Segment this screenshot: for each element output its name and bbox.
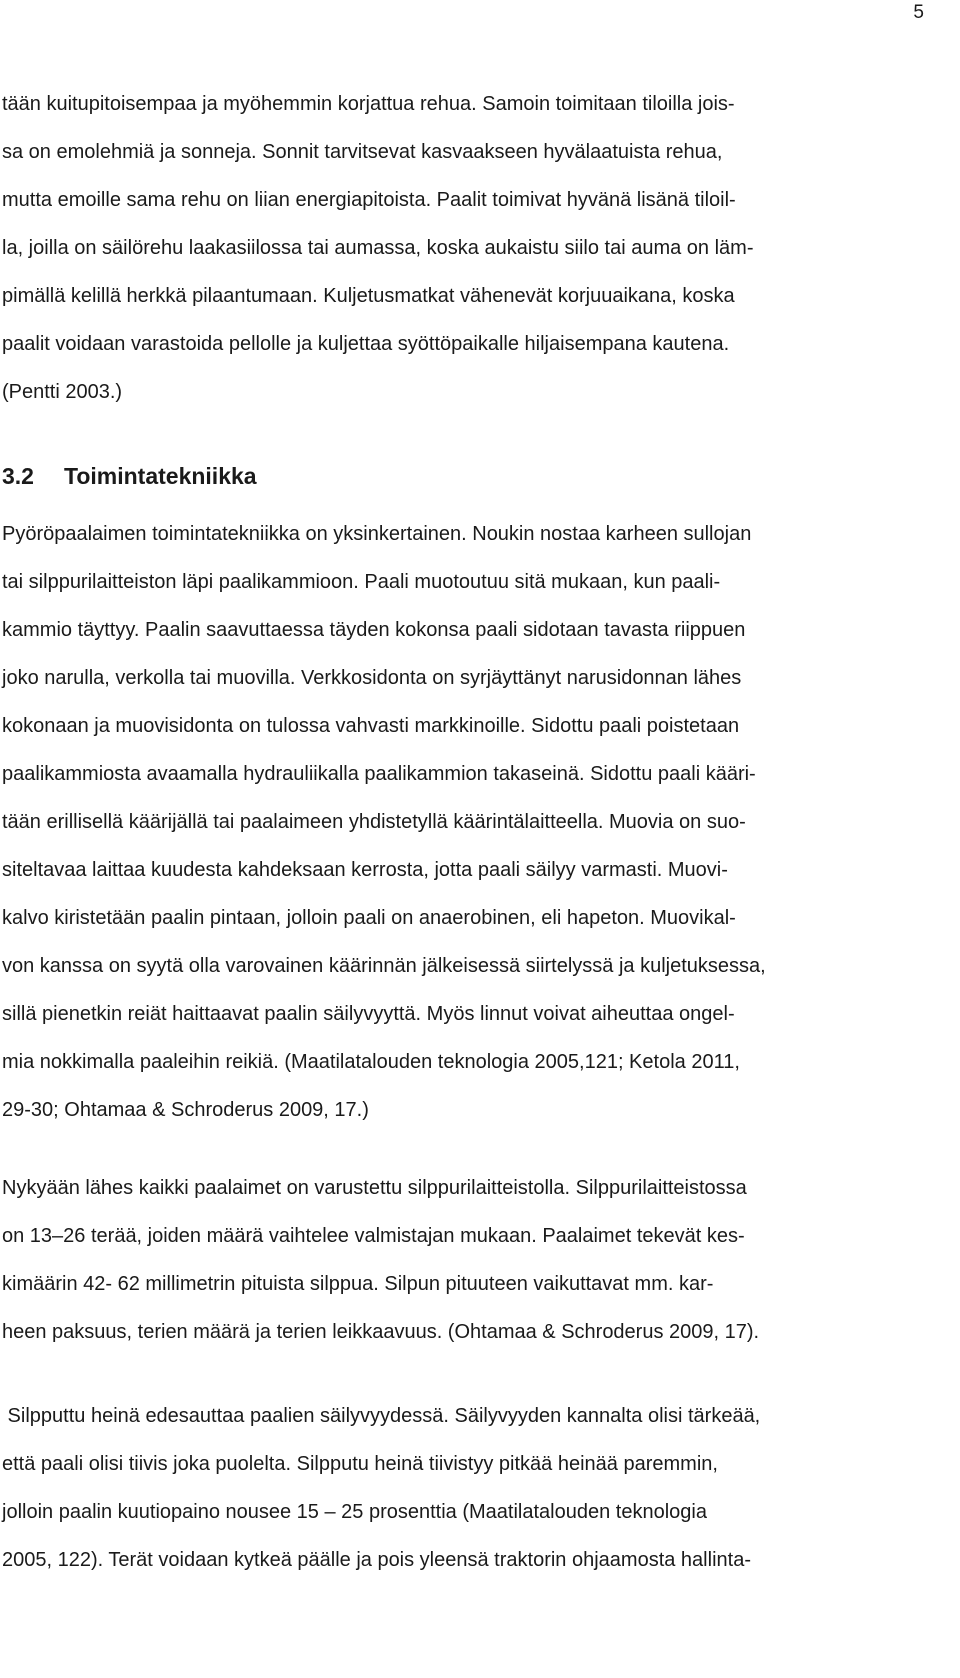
text-line: siteltavaa laittaa kuudesta kahdeksaan kerrosta, jotta paali säilyy varmasti. Muovi- (2, 859, 728, 881)
text-line: kalvo kiristetään paalin pintaan, jolloin paali on anaerobinen, eli hapeton. Muovikal- (2, 907, 736, 929)
section-number: 3.2 (2, 463, 34, 489)
text-line: 29-30; Ohtamaa & Schroderus 2009, 17.) (2, 1099, 369, 1121)
text-line: (Pentti 2003.) (2, 381, 123, 403)
section-title: Toimintatekniikka (64, 463, 257, 489)
text-line: heen paksuus, terien määrä ja terien leikkaavuus. (Ohtamaa & Schroderus 2009, 17). (2, 1321, 760, 1343)
text-line: Nykyään lähes kaikki paalaimet on varustettu silppurilaitteistolla. Silppurilaitteistossa (2, 1177, 747, 1199)
text-line: jolloin paalin kuutiopaino nousee 15 – 25 prosenttia (Maatilatalouden teknologia (2, 1501, 707, 1523)
text-line: tään erillisellä käärijällä tai paalaimeen yhdistetyllä käärintälaitteella. Muovia on suo- (2, 811, 746, 833)
page-number: 5 (913, 2, 924, 23)
text-line: on 13–26 terää, joiden määrä vaihtelee valmistajan mukaan. Paalaimet tekevät kes- (2, 1225, 745, 1247)
text-line: kammio täyttyy. Paalin saavuttaessa täyden kokonsa paali sidotaan tavasta riippuen (2, 619, 746, 641)
text-line: pimällä kelillä herkkä pilaantumaan. Kuljetusmatkat vähenevät korjuuaikana, koska (2, 285, 735, 307)
text-line: Pyöröpaalaimen toimintatekniikka on yksinkertainen. Noukin nostaa karheen sullojan (2, 523, 752, 545)
text-line: kokonaan ja muovisidonta on tulossa vahvasti markkinoille. Sidottu paali poistetaan (2, 715, 740, 737)
text-line: Silpputtu heinä edesauttaa paalien säilyvyydessä. Säilyvyyden kannalta olisi tärkeää, (2, 1405, 761, 1427)
text-line: että paali olisi tiivis joka puolelta. Silpputu heinä tiivistyy pitkää heinää paremmin, (2, 1453, 718, 1475)
text-line: paalit voidaan varastoida pellolle ja kuljettaa syöttöpaikalle hiljaisempana kautena. (2, 333, 730, 355)
text-line: von kanssa on syytä olla varovainen käärinnän jälkeisessä siirtelyssä ja kuljetuksessa, (2, 955, 766, 977)
text-line: sillä pienetkin reiät haittaavat paalin säilyvyyttä. Myös linnut voivat aiheuttaa ongel- (2, 1003, 735, 1025)
text-line: tään kuitupitoisempaa ja myöhemmin korjattua rehua. Samoin toimitaan tiloilla jois- (2, 93, 735, 115)
text-line: sa on emolehmiä ja sonneja. Sonnit tarvitsevat kasvaakseen hyvälaatuista rehua, (2, 141, 723, 163)
text-line: tai silppurilaitteiston läpi paalikammioon. Paali muotoutuu sitä mukaan, kun paali- (2, 571, 721, 593)
text-line: joko narulla, verkolla tai muovilla. Verkkosidonta on syrjäyttänyt narusidonnan lähes (2, 667, 742, 689)
text-line: 2005, 122). Terät voidaan kytkeä päälle ja pois yleensä traktorin ohjaamosta hallinta- (2, 1549, 751, 1571)
text-line: mutta emoille sama rehu on liian energiapitoista. Paalit toimivat hyvänä lisänä tiloil- (2, 189, 736, 211)
text-line: la, joilla on säilörehu laakasiilossa tai aumassa, koska aukaistu siilo tai auma on läm- (2, 237, 754, 259)
section-heading (2, 462, 257, 490)
text-line: kimäärin 42- 62 millimetrin pituista silppua. Silpun pituuteen vaikuttavat mm. kar- (2, 1273, 714, 1295)
text-line: mia nokkimalla paaleihin reikiä. (Maatilatalouden teknologia 2005,121; Ketola 2011, (2, 1051, 740, 1073)
text-line: paalikammiosta avaamalla hydrauliikalla paalikammion takaseinä. Sidottu paali kääri- (2, 763, 756, 785)
